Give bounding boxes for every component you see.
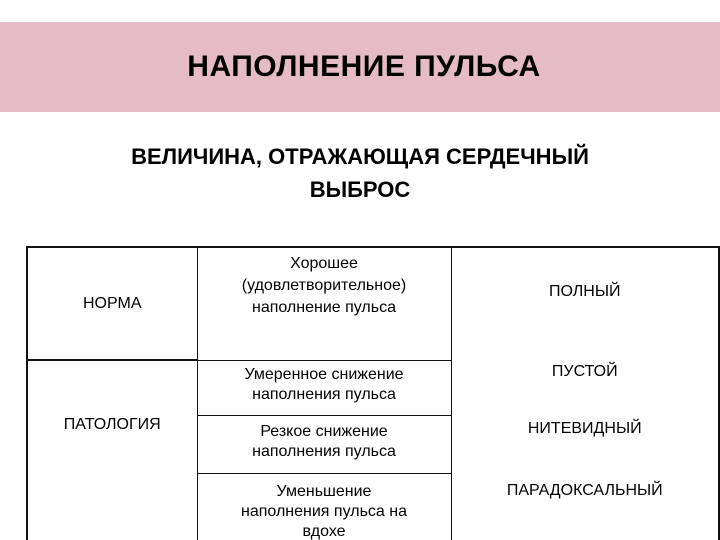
description-line: Резкое снижение xyxy=(260,422,388,440)
description-line: Умеренное снижение xyxy=(244,365,404,383)
description-line: вдохе xyxy=(302,522,346,540)
description-line: наполнение пульса xyxy=(251,299,396,316)
term-label: ПАРАДОКСАЛЬНЫЙ xyxy=(506,482,663,499)
description-line: (удовлетворительное) xyxy=(241,277,407,294)
term-cell xyxy=(451,415,719,473)
description-cell xyxy=(197,415,451,473)
description-line: наполнения пульса на xyxy=(241,502,407,520)
slide-title: НАПОЛНЕНИЕ ПУЛЬСА xyxy=(187,50,541,83)
subtitle-line-1: ВЕЛИЧИНА, ОТРАЖАЮЩАЯ СЕРДЕЧНЫЙ xyxy=(131,144,589,169)
description-line: наполнения пульса xyxy=(252,385,396,403)
category-label: НОРМА xyxy=(83,294,142,312)
description-line: Уменьшение xyxy=(276,482,372,500)
table-row-normal xyxy=(27,247,719,360)
description-cell xyxy=(197,360,451,415)
title-band xyxy=(0,22,720,112)
category-label: ПАТОЛОГИЯ xyxy=(63,416,161,433)
description-line: Хорошее xyxy=(290,255,358,272)
term-label: НИТЕВИДНЫЙ xyxy=(527,420,642,437)
description-line: наполнения пульса xyxy=(252,442,396,460)
pulse-filling-table xyxy=(26,246,720,540)
table-row-pathology-1 xyxy=(27,360,719,415)
term-label: ПУСТОЙ xyxy=(551,363,618,380)
term-cell xyxy=(451,247,719,360)
subtitle-line-2: ВЫБРОС xyxy=(309,177,411,202)
term-cell xyxy=(451,360,719,415)
category-cell-pathology xyxy=(27,360,197,540)
description-cell xyxy=(197,247,451,360)
description-cell xyxy=(197,473,451,540)
term-label: ПОЛНЫЙ xyxy=(549,283,621,300)
category-cell-normal xyxy=(27,247,197,360)
slide-subtitle xyxy=(20,140,700,206)
term-cell xyxy=(451,473,719,540)
